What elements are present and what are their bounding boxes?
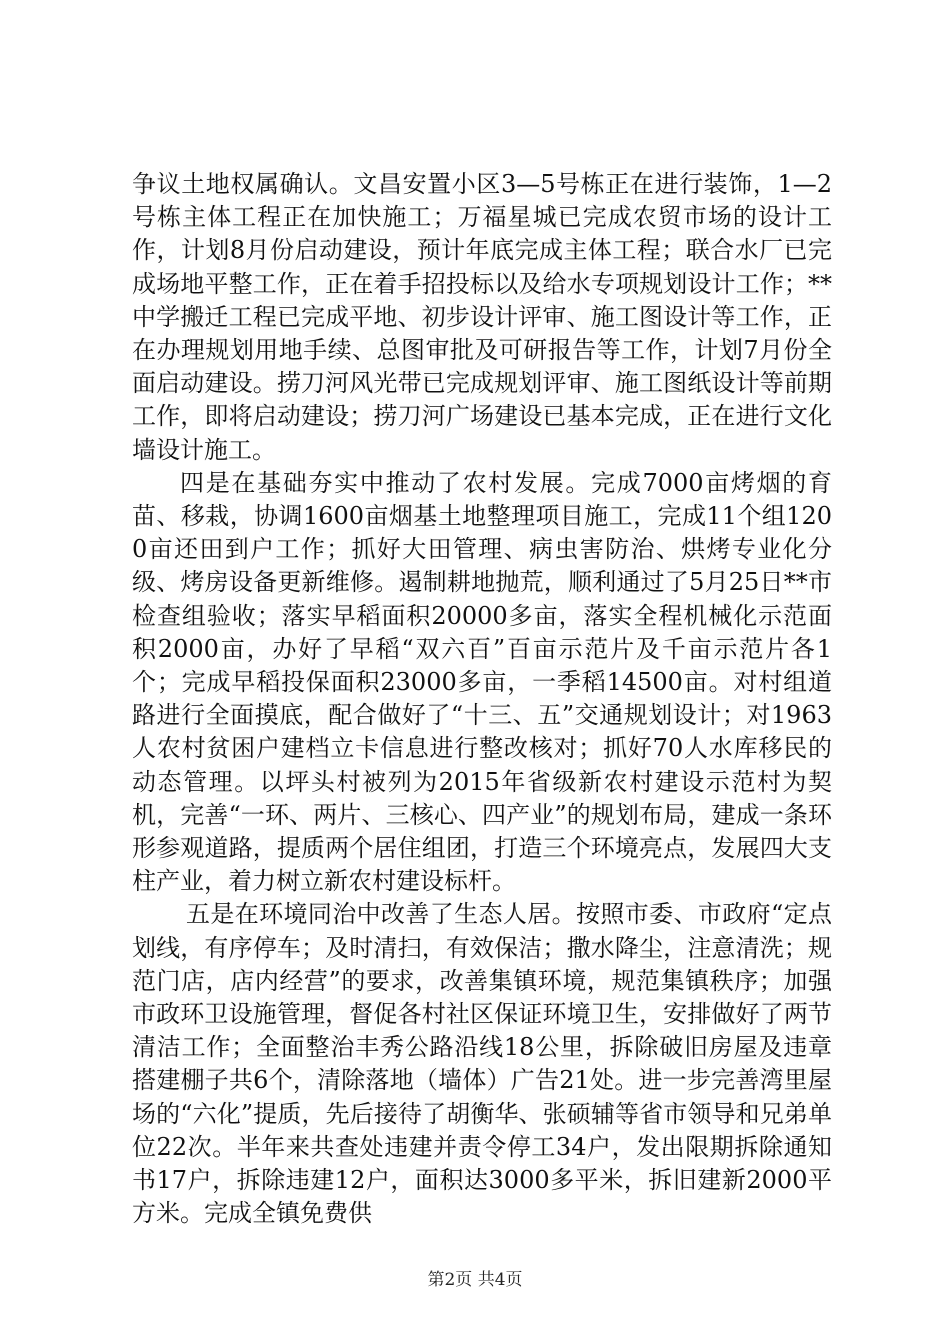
document-body [132,168,832,1231]
paragraph-1: 争议土地权属确认。文昌安置小区3—5号栋正在进行装饰，1—2号栋主体工程正在加快施工；万福星城已完成农贸市场的设计工作，计划8月份启动建设，预计年底完成主体工程；联合水厂已完成场地平整工作，正在着手招投标以及给水专项规划设计工作；**中学搬迁工程已完成平地、初步设计评审、施工图设计等工作，正在办理规划用地手续、总图审批及可研报告等工作，计划7月份全面启动建设。捞刀河风光带已完成规划评审、施工图纸设计等前期工作，即将启动建设；捞刀河广场建设已基本完成，正在进行文化墙设计施工。 [132,170,832,464]
paragraph-3: 五是在环境同治中改善了生态人居。按照市委、市政府“定点划线，有序停车；及时清扫，有效保洁；撒水降尘，注意清洗；规范门店，店内经营”的要求，改善集镇环境，规范集镇秩序；加强市政环卫设施管理，督促各村社区保证环境卫生，安排做好了两节清洁工作；全面整治丰秀公路沿线18公里，拆除破旧房屋及违章搭建棚子共6个，清除落地（墙体）广告21处。进一步完善湾里屋场的“六化”提质，先后接待了胡衡华、张硕辅等省市领导和兄弟单位22次。半年来共查处违建并责令停工34户，发出限期拆除通知书17户，拆除违建12户，面积达3000多平米，拆旧建新2000平方米。完成全镇免费供 [132,900,832,1228]
paragraph-2: 四是在基础夯实中推动了农村发展。完成7000亩烤烟的育苗、移栽，协调1600亩烟基土地整理项目施工，完成11个组1200亩还田到户工作；抓好大田管理、病虫害防治、烘烤专业化分级、烤房设备更新维修。遏制耕地抛荒，顺利通过了5月25日**市检查组验收；落实早稻面积20000多亩，落实全程机械化示范面积2000亩，办好了早稻“双六百”百亩示范片及千亩示范片各1个；完成早稻投保面积23000多亩，一季稻14500亩。对村组道路进行全面摸底，配合做好了“十三、五”交通规划设计；对1963人农村贫困户建档立卡信息进行整改核对；抓好70人水库移民的动态管理。以坪头村被列为2015年省级新农村建设示范村为契机，完善“一环、两片、三核心、四产业”的规划布局，建成一条环形参观道路，提质两个居住组团，打造三个环境亮点，发展四大支柱产业，着力树立新农村建设标杆。 [132,468,832,896]
page-footer: 第2页 共4页 [427,1270,523,1290]
